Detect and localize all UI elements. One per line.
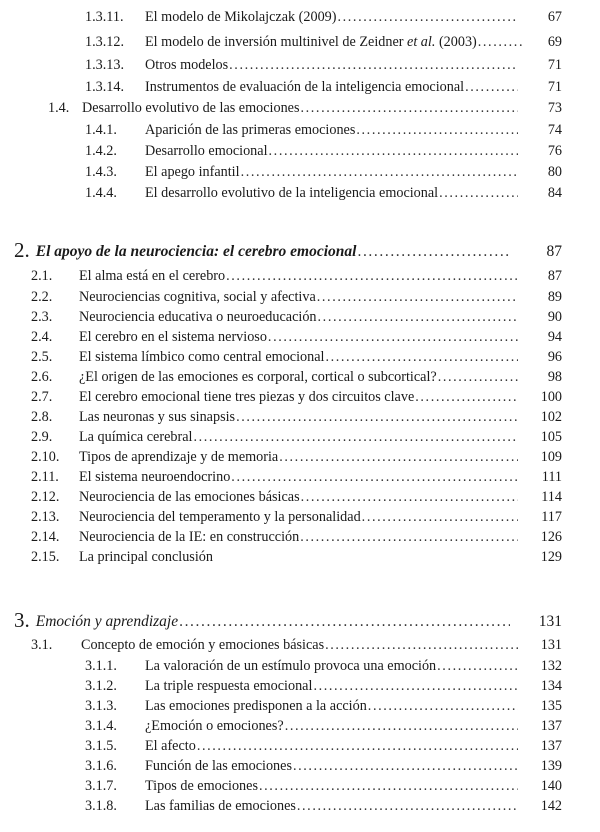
toc-entry-2-15[interactable] bbox=[31, 546, 562, 566]
entry-page: 87 bbox=[547, 268, 562, 284]
toc-entry-3-1-3[interactable] bbox=[85, 695, 562, 715]
entry-title: Tipos de aprendizaje y de memoria bbox=[79, 449, 279, 465]
entry-number: 2.14. bbox=[31, 529, 60, 545]
entry-number: 3.1.6. bbox=[85, 758, 117, 774]
dot-leader bbox=[197, 737, 518, 755]
dot-leader bbox=[285, 717, 518, 735]
chapter-page: 131 bbox=[538, 613, 562, 630]
entry-number: 2.8. bbox=[31, 409, 53, 425]
entry-page: 100 bbox=[540, 389, 562, 405]
entry-page: 71 bbox=[547, 57, 562, 73]
dot-leader bbox=[229, 56, 518, 74]
entry-number: 3.1.7. bbox=[85, 778, 117, 794]
entry-title: Neurociencia de las emociones básicas bbox=[79, 489, 300, 505]
entry-number: 1.3.12. bbox=[85, 34, 125, 50]
entry-title: Neurociencias cognitiva, social y afectiva bbox=[79, 289, 316, 305]
entry-page: 71 bbox=[547, 79, 562, 95]
entry-page: 89 bbox=[547, 289, 562, 305]
entry-page: 131 bbox=[540, 637, 562, 653]
entry-page: 132 bbox=[540, 658, 562, 674]
entry-page: 67 bbox=[547, 9, 562, 25]
toc-entry-2-13[interactable] bbox=[31, 506, 562, 526]
entry-title: El modelo de Mikolajczak (2009) bbox=[145, 9, 337, 25]
entry-title: La valoración de un estímulo provoca una emoción bbox=[145, 658, 437, 674]
toc-entry-3-1[interactable] bbox=[31, 634, 562, 654]
dot-leader bbox=[226, 267, 518, 285]
dot-leader bbox=[231, 468, 518, 486]
entry-title: Función de las emociones bbox=[145, 758, 292, 774]
entry-number: 3.1.1. bbox=[85, 658, 117, 674]
entry-page: 111 bbox=[541, 469, 562, 485]
entry-page: 135 bbox=[540, 698, 562, 714]
chapter-2-heading[interactable] bbox=[14, 235, 562, 261]
dot-leader bbox=[193, 428, 518, 446]
entry-number: 2.12. bbox=[31, 489, 60, 505]
dot-leader bbox=[357, 243, 510, 261]
entry-number: 2.9. bbox=[31, 429, 53, 445]
entry-number: 1.3.14. bbox=[85, 79, 125, 95]
dot-leader bbox=[465, 78, 518, 96]
dot-leader bbox=[300, 528, 518, 546]
toc-entry-1-4-1[interactable] bbox=[85, 119, 562, 139]
entry-number: 2.11. bbox=[31, 469, 59, 485]
dot-leader bbox=[179, 613, 510, 631]
dot-leader bbox=[356, 121, 518, 139]
toc-entry-2-10[interactable] bbox=[31, 446, 562, 466]
toc-entry-1-3-13[interactable] bbox=[85, 54, 562, 74]
dot-leader bbox=[297, 797, 518, 815]
toc-entry-2-2[interactable] bbox=[31, 286, 562, 306]
entry-title: Neurociencia del temperamento y la personalidad bbox=[79, 509, 361, 525]
entry-title: El desarrollo evolutivo de la inteligencia emocional bbox=[145, 185, 439, 201]
entry-title: Las familias de emociones bbox=[145, 798, 296, 814]
chapter-3-heading[interactable] bbox=[14, 605, 562, 631]
entry-page: 140 bbox=[540, 778, 562, 794]
entry-page: 137 bbox=[540, 738, 562, 754]
entry-number: 2.3. bbox=[31, 309, 53, 325]
entry-title: Instrumentos de evaluación de la inteligencia emocional bbox=[145, 79, 465, 95]
toc-entry-1-4[interactable] bbox=[48, 97, 562, 117]
dot-leader bbox=[300, 99, 518, 117]
entry-number: 3.1.5. bbox=[85, 738, 117, 754]
entry-page: 94 bbox=[547, 329, 562, 345]
dot-leader bbox=[301, 488, 518, 506]
dot-leader bbox=[437, 657, 518, 675]
entry-number: 2.13. bbox=[31, 509, 60, 525]
dot-leader bbox=[279, 448, 518, 466]
entry-page: 129 bbox=[540, 549, 562, 565]
entry-number: 1.4.3. bbox=[85, 164, 117, 180]
dot-leader bbox=[241, 163, 518, 181]
toc-entry-2-9[interactable] bbox=[31, 426, 562, 446]
dot-leader bbox=[337, 8, 518, 26]
dot-leader bbox=[268, 328, 518, 346]
entry-title: El apego infantil bbox=[145, 164, 240, 180]
chapter-page: 87 bbox=[546, 243, 562, 260]
entry-number: 2.5. bbox=[31, 349, 53, 365]
entry-number: 2.7. bbox=[31, 389, 53, 405]
entry-page: 137 bbox=[540, 718, 562, 734]
toc-entry-2-14[interactable] bbox=[31, 526, 562, 546]
entry-number: 2.4. bbox=[31, 329, 53, 345]
toc-entry-3-1-1[interactable] bbox=[85, 655, 562, 675]
toc-entry-3-1-4[interactable] bbox=[85, 715, 562, 735]
toc-entry-1-3-14[interactable] bbox=[85, 76, 562, 96]
toc-entry-2-1[interactable] bbox=[31, 265, 562, 285]
entry-title: ¿El origen de las emociones es corporal, cortical o subcortical? bbox=[79, 369, 437, 385]
entry-number: 1.4.4. bbox=[85, 185, 117, 201]
dot-leader bbox=[325, 636, 518, 654]
dot-leader bbox=[478, 33, 522, 51]
entry-page: 73 bbox=[547, 100, 562, 116]
entry-number: 3.1.2. bbox=[85, 678, 117, 694]
entry-page: 76 bbox=[547, 143, 562, 159]
toc-entry-3-1-7[interactable] bbox=[85, 775, 562, 795]
toc-entry-1-3-12[interactable] bbox=[85, 31, 562, 51]
entry-title: Tipos de emociones bbox=[145, 778, 258, 794]
dot-leader bbox=[269, 142, 518, 160]
entry-title: Otros modelos bbox=[145, 57, 229, 73]
toc-entry-3-1-5[interactable] bbox=[85, 735, 562, 755]
toc-entry-2-4[interactable] bbox=[31, 326, 562, 346]
entry-title: La química cerebral bbox=[79, 429, 193, 445]
entry-title: El cerebro en el sistema nervioso bbox=[79, 329, 267, 345]
entry-page: 142 bbox=[540, 798, 562, 814]
dot-leader bbox=[362, 508, 518, 526]
entry-number: 1.3.11. bbox=[85, 9, 124, 25]
dot-leader bbox=[415, 388, 518, 406]
entry-number: 2.2. bbox=[31, 289, 53, 305]
chapter-title: Emoción y aprendizaje bbox=[35, 613, 179, 630]
entry-title: El sistema límbico como central emocional bbox=[79, 349, 325, 365]
toc-entry-3-1-2[interactable] bbox=[85, 675, 562, 695]
entry-page: 134 bbox=[540, 678, 562, 694]
entry-title: El cerebro emocional tiene tres piezas y dos circuitos clave bbox=[79, 389, 415, 405]
entry-number: 1.4. bbox=[48, 100, 70, 116]
entry-number: 2.10. bbox=[31, 449, 60, 465]
entry-number: 3.1.4. bbox=[85, 718, 117, 734]
entry-number: 1.3.13. bbox=[85, 57, 125, 73]
entry-page: 84 bbox=[547, 185, 562, 201]
entry-title: ¿Emoción o emociones? bbox=[145, 718, 284, 734]
entry-page: 105 bbox=[540, 429, 562, 445]
entry-title: La principal conclusión bbox=[79, 549, 213, 565]
entry-title: Las neuronas y sus sinapsis bbox=[79, 409, 236, 425]
toc-entry-1-4-2[interactable] bbox=[85, 140, 562, 160]
entry-title: La triple respuesta emocional bbox=[145, 678, 313, 694]
entry-number: 2.6. bbox=[31, 369, 53, 385]
entry-number: 3.1.3. bbox=[85, 698, 117, 714]
entry-number: 1.4.1. bbox=[85, 122, 117, 138]
chapter-number: 2. bbox=[14, 238, 30, 262]
toc-entry-3-1-8[interactable] bbox=[85, 795, 562, 815]
dot-leader bbox=[438, 368, 518, 386]
entry-title: Desarrollo evolutivo de las emociones bbox=[82, 100, 300, 116]
entry-page: 96 bbox=[547, 349, 562, 365]
entry-title: Desarrollo emocional bbox=[145, 143, 268, 159]
toc-entry-2-8[interactable] bbox=[31, 406, 562, 426]
entry-number: 1.4.2. bbox=[85, 143, 117, 159]
dot-leader bbox=[313, 677, 518, 695]
entry-page: 80 bbox=[547, 164, 562, 180]
dot-leader bbox=[325, 348, 518, 366]
entry-page: 114 bbox=[541, 489, 562, 505]
toc-entry-2-5[interactable] bbox=[31, 346, 562, 366]
toc-entry-1-4-3[interactable] bbox=[85, 161, 562, 181]
entry-page: 69 bbox=[547, 34, 562, 50]
entry-number: 3.1. bbox=[31, 637, 53, 653]
chapter-number: 3. bbox=[14, 608, 30, 632]
dot-leader bbox=[259, 777, 518, 795]
entry-number: 2.15. bbox=[31, 549, 60, 565]
entry-page: 90 bbox=[547, 309, 562, 325]
toc-entry-2-7[interactable] bbox=[31, 386, 562, 406]
entry-title: El sistema neuroendocrino bbox=[79, 469, 231, 485]
entry-title: El afecto bbox=[145, 738, 196, 754]
entry-title: El modelo de inversión multinivel de Zeidner et al. (2003) bbox=[145, 34, 477, 50]
entry-title: Aparición de las primeras emociones bbox=[145, 122, 356, 138]
entry-number: 3.1.8. bbox=[85, 798, 117, 814]
chapter-title: El apoyo de la neurociencia: el cerebro emocional bbox=[35, 243, 357, 260]
entry-page: 117 bbox=[541, 509, 562, 525]
dot-leader bbox=[439, 184, 518, 202]
dot-leader bbox=[293, 757, 518, 775]
toc-entry-3-1-6[interactable] bbox=[85, 755, 562, 775]
entry-page: 102 bbox=[540, 409, 562, 425]
dot-leader bbox=[317, 288, 518, 306]
entry-page: 126 bbox=[540, 529, 562, 545]
toc-entry-2-6[interactable] bbox=[31, 366, 562, 386]
entry-page: 139 bbox=[540, 758, 562, 774]
dot-leader bbox=[368, 697, 518, 715]
dot-leader bbox=[236, 408, 518, 426]
entry-page: 109 bbox=[540, 449, 562, 465]
entry-page: 74 bbox=[547, 122, 562, 138]
entry-number: 2.1. bbox=[31, 268, 53, 284]
toc-entry-1-4-4[interactable] bbox=[85, 182, 562, 202]
entry-title: Concepto de emoción y emociones básicas bbox=[81, 637, 325, 653]
toc-entry-2-3[interactable] bbox=[31, 306, 562, 326]
entry-title: El alma está en el cerebro bbox=[79, 268, 226, 284]
entry-title: Las emociones predisponen a la acción bbox=[145, 698, 367, 714]
toc-entry-1-3-11[interactable] bbox=[85, 6, 562, 26]
entry-page: 98 bbox=[547, 369, 562, 385]
entry-title: Neurociencia de la IE: en construcción bbox=[79, 529, 300, 545]
toc-entry-2-11[interactable] bbox=[31, 466, 562, 486]
toc-entry-2-12[interactable] bbox=[31, 486, 562, 506]
dot-leader bbox=[318, 308, 518, 326]
entry-title: Neurociencia educativa o neuroeducación bbox=[79, 309, 317, 325]
